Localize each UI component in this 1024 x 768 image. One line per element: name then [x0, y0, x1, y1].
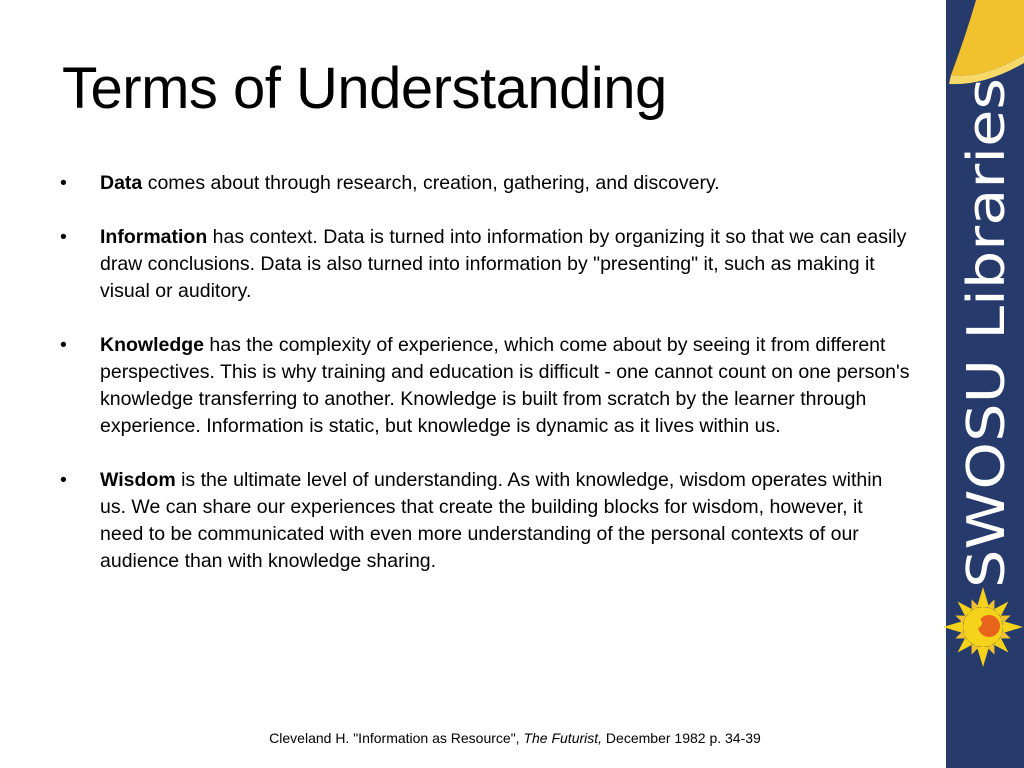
bullet-term: Wisdom [100, 469, 176, 491]
bullet-text: has the complexity of experience, which come about by seeing it from different perspectives. This is why training and education is difficult - one cannot count on one person's knowledge transferring to another. Knowledge is built from scratch by the learner through experience. Information is static, but knowledge is dynamic as it lives within us. [100, 334, 910, 437]
slide-title: Terms of Understanding [62, 56, 667, 121]
brand-name: SWOSU Libraries [957, 150, 1017, 588]
sun-logo [942, 586, 1024, 668]
bullet-text: comes about through research, creation, gathering, and discovery. [142, 172, 720, 194]
bullet-item-data [60, 170, 910, 197]
citation-source: The Futurist, [523, 730, 603, 746]
bullet-text: has context. Data is turned into information by organizing it so that we can easily draw conclusions. Data is also turned into information by "presenting" it, such as making it visual or auditory. [100, 226, 907, 302]
bullet-marker: • [60, 172, 67, 194]
bullet-marker: • [60, 226, 67, 248]
bullet-term: Data [100, 172, 143, 194]
bullet-term: Information [100, 226, 208, 248]
bullet-marker: • [60, 469, 67, 491]
citation [0, 730, 1024, 746]
citation-suffix: December 1982 p. 34-39 [602, 730, 761, 746]
citation-prefix: Cleveland H. "Information as Resource", [269, 730, 524, 746]
bullet-marker: • [60, 334, 67, 356]
bullet-list [60, 170, 910, 602]
sun-center-mark [978, 615, 1000, 637]
bullet-item-knowledge [60, 332, 910, 440]
sun-rays [942, 586, 1024, 668]
brand-wordmark [946, 0, 1024, 600]
bullet-term: Knowledge [100, 334, 205, 356]
bullet-text: is the ultimate level of understanding. As with knowledge, wisdom operates within us. We can share our experiences that create the building blocks for wisdom, however, it need to be communicated with even more understanding of the personal contexts of our audience than with knowledge sharing. [100, 469, 883, 572]
bullet-item-wisdom [60, 467, 910, 575]
bullet-item-information [60, 224, 910, 305]
